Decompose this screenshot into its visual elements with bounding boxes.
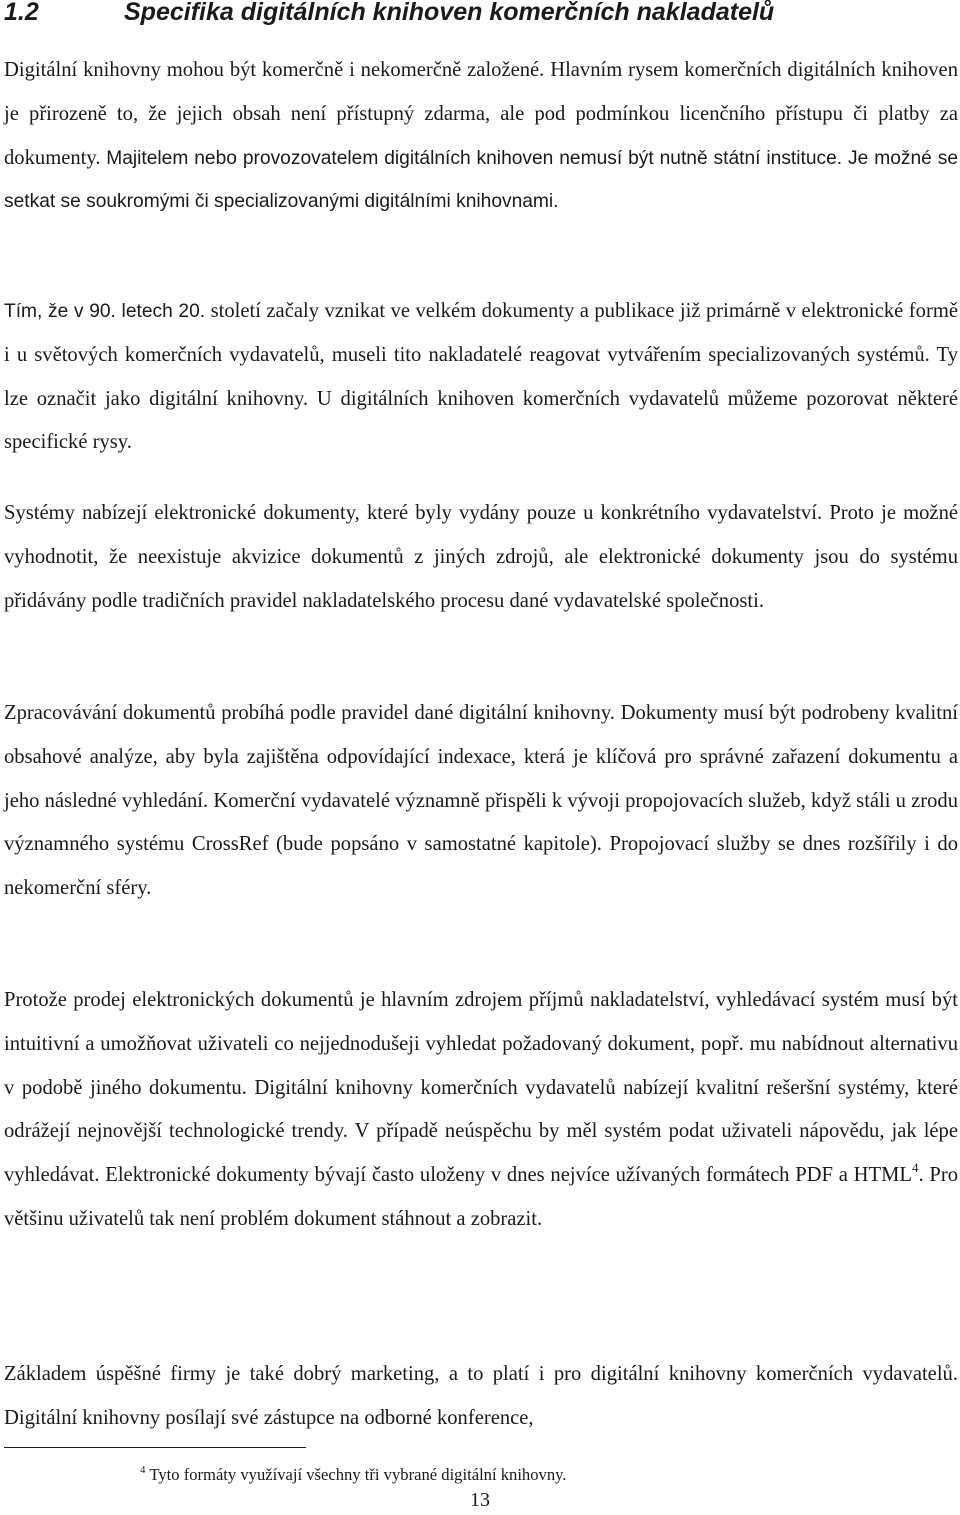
paragraph-5-text-end: . Pro většinu uživatelů tak není problém dokument stáhnout a zobrazit. bbox=[4, 1164, 958, 1230]
paragraph-3: Systémy nabízejí elektronické dokumenty, které byly vydány pouze u konkrétního vydavatelství. Proto je možné vyhodnotit, že neexistuje akvizice dokumentů z jiných zdrojů, ale elektronické dokumenty jsou do systému přidávány podle tradičních pravidel nakladatelského procesu dané vydavatelské společnosti. bbox=[4, 502, 958, 612]
footnote-reference: 4 bbox=[911, 1160, 919, 1176]
paragraph-4: Zpracovávání dokumentů probíhá podle pravidel dané digitální knihovny. Dokumenty musí být podrobeny kvalitní obsahové analýze, aby byla zajištěna odpovídající indexace, která je klíčová pro správné zařazení dokumentu a jeho následné vyhledání. Komerční vydavatelé významně přispěli k vývoji propojovacích služeb, když stáli u zrodu významného systému CrossRef (bude popsáno v samostatné kapitole). Propojovací služby se dnes rozšířily i do nekomerční sféry. bbox=[4, 702, 958, 900]
paragraph-1 bbox=[4, 49, 958, 224]
footnote-separator bbox=[4, 1447, 306, 1448]
paragraph-2-part-2: století začaly vznikat ve velkém dokumenty a publikace již primárně v elektronické formě i u světových komerčních vydavatelů, museli tito nakladatelé reagovat vytvářením specializovaných systémů. Ty lze označit jako digitální knihovny. U digitálních knihoven komerčních vydavatelů můžeme pozorovat některé specifické rysy. bbox=[4, 300, 958, 454]
paragraph-5-text: Protože prodej elektronických dokumentů je hlavním zdrojem příjmů nakladatelství, vyhledávací systém musí být intuitivní a umožňovat uživateli co nejjednodušeji vyhledat požadovaný dokument, popř. mu nabídnout alternativu v podobě jiného dokumentu. Digitální knihovny komerčních vydavatelů nabízejí kvalitní rešeršní systémy, které odrážejí nejnovější technologické trendy. V případě neúspěchu by měl systém podat uživateli nápovědu, jak lépe vyhledávat. Elektronické dokumenty bývají často uloženy v dnes nejvíce užívaných formátech PDF a HTML bbox=[4, 989, 958, 1187]
section-title: Specifika digitálních knihoven komerčních nakladatelů bbox=[124, 0, 775, 26]
paragraph-1-part-2: Majitelem nebo provozovatelem digitálních knihoven nemusí být nutně státní instituce. Je možné se setkat se soukromými či specializovanými digitálními knihovnami. bbox=[4, 147, 958, 213]
section-number: 1.2 bbox=[4, 0, 39, 26]
page-number: 13 bbox=[470, 1489, 490, 1511]
footnote bbox=[140, 1465, 567, 1485]
paragraph-1-part-1: Digitální knihovny mohou být komerčně i nekomerčně založené. Hlavním rysem komerčních digitálních knihoven je přirozeně to, že jejich obsah není přístupný zdarma, ale pod podmínkou licenčního přístupu či platby za dokumenty. bbox=[4, 59, 958, 169]
footnote-marker: 4 bbox=[140, 1464, 146, 1476]
paragraph-6: Základem úspěšné firmy je také dobrý marketing, a to platí i pro digitální knihovny komerčních vydavatelů. Digitální knihovny posílají své zástupce na odborné konference, bbox=[4, 1363, 958, 1429]
paragraph-2-part-1: Tím, že v 90. letech 20. bbox=[4, 301, 206, 322]
paragraph-2 bbox=[4, 290, 958, 465]
paragraph-5 bbox=[4, 979, 958, 1242]
footnote-text: Tyto formáty využívají všechny tři vybrané digitální knihovny. bbox=[149, 1465, 567, 1484]
section-heading bbox=[4, 0, 774, 27]
